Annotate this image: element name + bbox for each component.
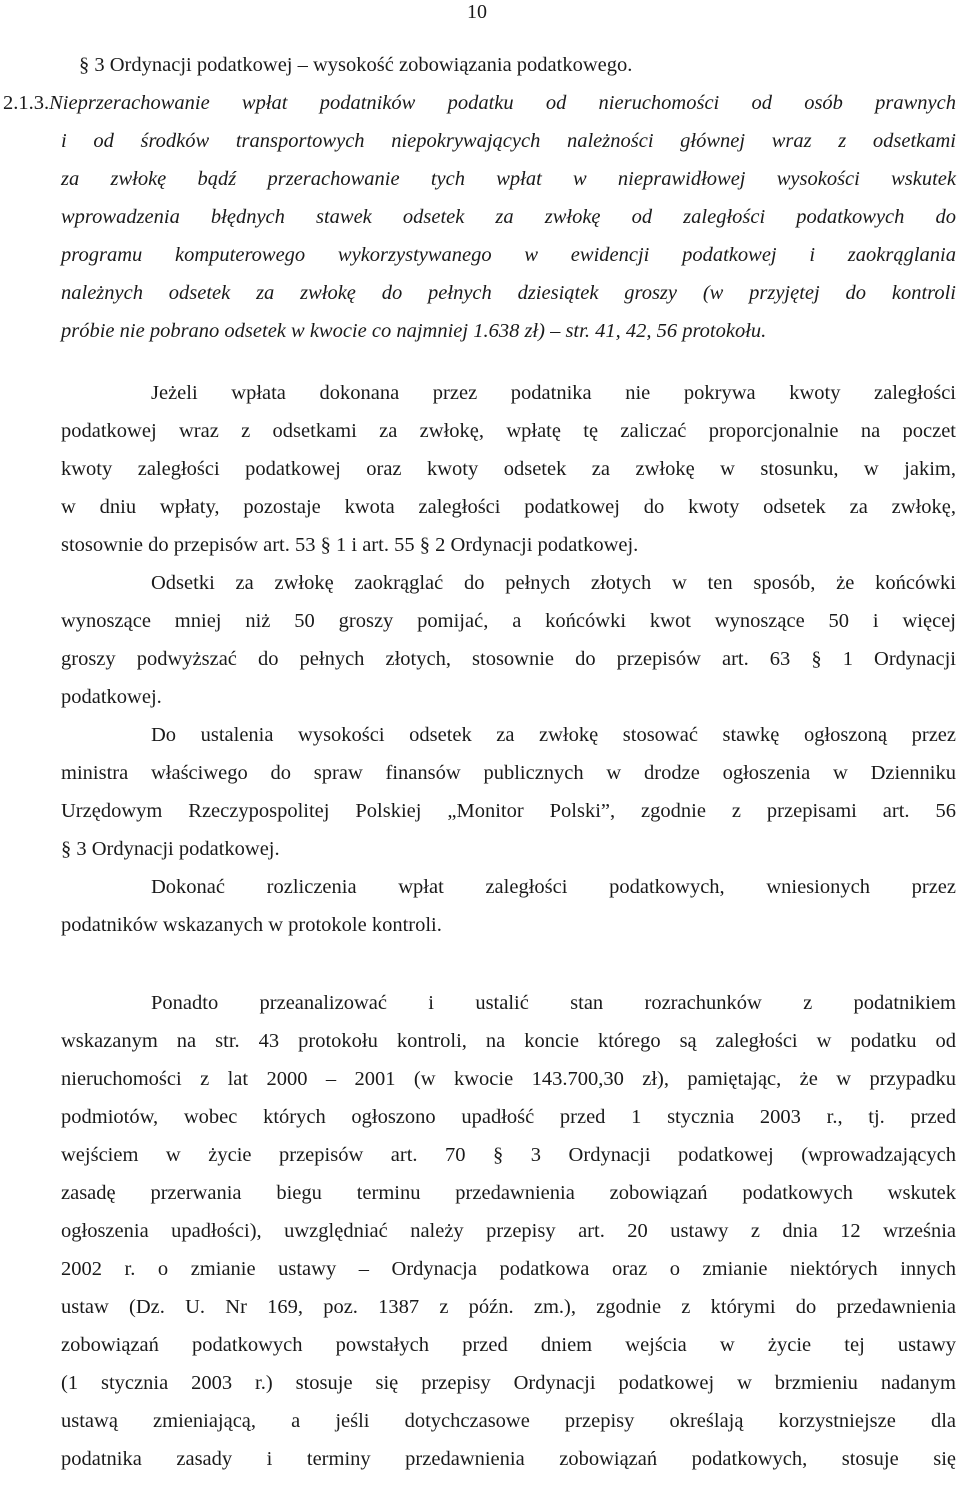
paragraph-line: podmiotów, wobec których ogłoszono upadłość przed 1 stycznia 2003 r., tj. przed (61, 1106, 956, 1128)
finding-line: wprowadzenia błędnych stawek odsetek za zwłokę od zaległości podatkowych do (61, 206, 956, 228)
paragraph-line: podatnika zasady i terminy przedawnienia zobowiązań podatkowych, stosuje się (61, 1448, 956, 1470)
paragraph-line: groszy podwyższać do pełnych złotych, stosownie do przepisów art. 63 § 1 Ordynacji (61, 648, 956, 670)
finding-number: 2.1.3. (3, 92, 50, 114)
finding-line: próbie nie pobrano odsetek w kwocie co najmniej 1.638 zł) – str. 41, 42, 56 protokołu. (61, 320, 767, 342)
paragraph-line: Urzędowym Rzeczypospolitej Polskiej „Monitor Polski”, zgodnie z przepisami art. 56 (61, 800, 956, 822)
paragraph-line: Ponadto przeanalizować i ustalić stan rozrachunków z podatnikiem (151, 992, 956, 1014)
paragraph-line: ustawą zmieniającą, a jeśli dotychczasowe przepisy określają korzystniejsze dla (61, 1410, 956, 1432)
paragraph-4 (61, 868, 956, 944)
paragraph-line: wynoszące mniej niż 50 groszy pomijać, a końcówki kwot wynoszące 50 i więcej (61, 610, 956, 632)
paragraph-line: Jeżeli wpłata dokonana przez podatnika nie pokrywa kwoty zaległości (151, 382, 956, 404)
paragraph-line: Dokonać rozliczenia wpłat zaległości podatkowych, wniesionych przez (151, 876, 956, 898)
finding-line: za zwłokę bądź przerachowanie tych wpłat w nieprawidłowej wysokości wskutek (61, 168, 956, 190)
paragraph-line: ogłoszenia upadłości), uwzględniać należy przepisy art. 20 ustawy z dnia 12 września (61, 1220, 956, 1242)
paragraph-line: stosownie do przepisów art. 53 § 1 i art. 55 § 2 Ordynacji podatkowej. (61, 534, 639, 556)
document-body (3, 46, 956, 1478)
paragraph-line: ministra właściwego do spraw finansów publicznych w drodze ogłoszenia w Dzienniku (61, 762, 956, 784)
paragraph-line: wskazanym na str. 43 protokołu kontroli, na koncie którego są zaległości w podatku od (61, 1030, 956, 1052)
finding-line (3, 84, 956, 122)
paragraph-line: (1 stycznia 2003 r.) stosuje się przepisy Ordynacji podatkowej w brzmieniu nadanym (61, 1372, 956, 1394)
paragraph-line: podatkowej. (61, 686, 162, 708)
finding-block (3, 84, 956, 350)
paragraph-line: podatkowej wraz z odsetkami za zwłokę, wpłatę tę zaliczać proporcjonalnie na poczet (61, 420, 956, 442)
paragraph-line: ustaw (Dz. U. Nr 169, poz. 1387 z późn. zm.), zgodnie z którymi do przedawnienia (61, 1296, 956, 1318)
finding-line: programu komputerowego wykorzystywanego w ewidencji podatkowej i zaokrąglania (61, 244, 956, 266)
finding-line: należnych odsetek za zwłokę do pełnych dziesiątek groszy (w przyjętej do kontroli (61, 282, 956, 304)
intro-line: § 3 Ordynacji podatkowej – wysokość zobowiązania podatkowego. (79, 54, 633, 76)
paragraph-line: w dniu wpłaty, pozostaje kwota zaległości podatkowej do kwoty odsetek za zwłokę, (61, 496, 956, 518)
finding-line: i od środków transportowych niepokrywających należności głównej wraz z odsetkami (61, 130, 956, 152)
paragraph-line: 2002 r. o zmianie ustawy – Ordynacja podatkowa oraz o zmianie niektórych innych (61, 1258, 956, 1280)
paragraph-line: wejściem w życie przepisów art. 70 § 3 Ordynacji podatkowej (wprowadzających (61, 1144, 956, 1166)
paragraph-line: Do ustalenia wysokości odsetek za zwłokę stosować stawkę ogłoszoną przez (151, 724, 956, 746)
paragraph-line: kwoty zaległości podatkowej oraz kwoty odsetek za zwłokę w stosunku, w jakim, (61, 458, 956, 480)
paragraph-line: podatników wskazanych w protokole kontroli. (61, 914, 442, 936)
paragraph-line: Odsetki za zwłokę zaokrąglać do pełnych złotych w ten sposób, że końcówki (151, 572, 956, 594)
paragraph-1 (61, 374, 956, 564)
paragraph-2 (61, 564, 956, 716)
paragraph-line: § 3 Ordynacji podatkowej. (61, 838, 280, 860)
page-number: 10 (467, 1, 487, 23)
paragraph-3 (61, 716, 956, 868)
paragraph-line: zasadę przerwania biegu terminu przedawnienia zobowiązań podatkowych wskutek (61, 1182, 956, 1204)
paragraph-5 (61, 984, 956, 1478)
paragraph-line: zobowiązań podatkowych powstałych przed dniem wejścia w życie tej ustawy (61, 1334, 956, 1356)
paragraph-line: nieruchomości z lat 2000 – 2001 (w kwocie 143.700,30 zł), pamiętając, że w przypadku (61, 1068, 956, 1090)
finding-line-text: Nieprzerachowanie wpłat podatników podatku od nieruchomości od osób prawnych (49, 92, 956, 114)
